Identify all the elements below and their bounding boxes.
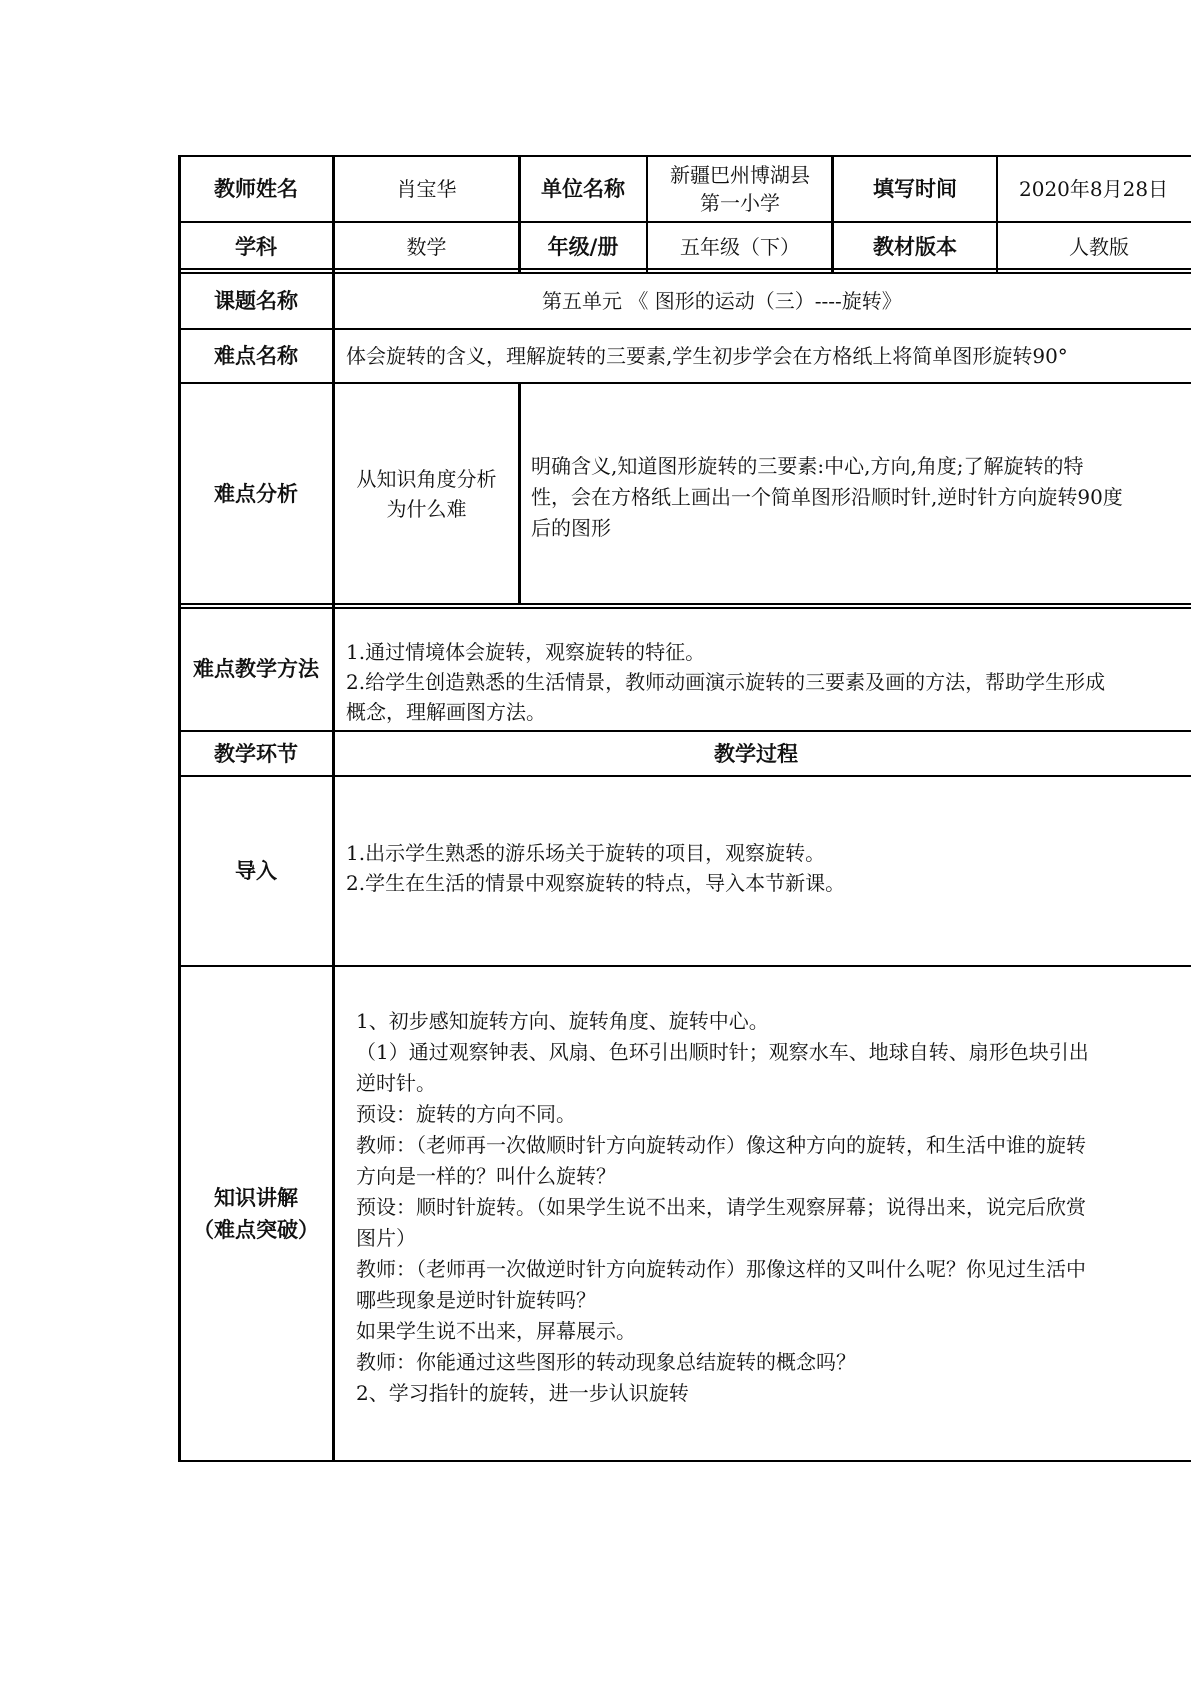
knowledge-label	[178, 966, 334, 1462]
intro-label: 导入	[235, 859, 277, 883]
knowledge-line: 图片）	[356, 1226, 416, 1250]
fill-date-label: 填写时间	[873, 177, 957, 201]
table-rule	[831, 155, 834, 272]
table-rule	[518, 155, 521, 272]
table-rule	[996, 155, 998, 272]
knowledge-label-line1: 知识讲解	[214, 1186, 298, 1210]
subject-value: 数学	[406, 234, 447, 259]
table-rule	[178, 382, 1191, 384]
unit-name-label: 单位名称	[541, 177, 625, 201]
intro-line: 1.出示学生熟悉的游乐场关于旋转的项目，观察旋转。	[346, 841, 826, 865]
table-rule	[178, 603, 1191, 605]
intro-line: 2.学生在生活的情景中观察旋转的特点，导入本节新课。	[346, 871, 846, 895]
knowledge-line: 教师：你能通过这些图形的转动现象总结旋转的概念吗？	[356, 1350, 856, 1374]
analysis-line: 明确含义,知道图形旋转的三要素:中心,方向,角度;了解旋转的特	[531, 454, 1084, 478]
teacher-name-label: 教师姓名	[214, 177, 298, 201]
analysis-line: 后的图形	[531, 516, 611, 540]
unit-name-value	[647, 155, 833, 223]
grade-value: 五年级（下）	[680, 234, 800, 259]
knowledge-line: 预设：旋转的方向不同。	[356, 1102, 576, 1126]
edition-label: 教材版本	[873, 234, 957, 259]
knowledge-text	[334, 966, 1191, 1462]
knowledge-line: 方向是一样的？叫什么旋转？	[356, 1164, 616, 1188]
table-border	[178, 155, 1191, 157]
knowledge-line: 教师：（老师再一次做逆时针方向旋转动作）那像这样的又叫什么呢？你见过生活中	[356, 1257, 1086, 1281]
difficulty-value: 体会旋转的含义，理解旋转的三要素,学生初步学会在方格纸上将简单图形旋转90°	[346, 344, 1068, 368]
analysis-label: 难点分析	[214, 482, 298, 506]
table-rule	[178, 775, 1191, 777]
knowledge-line: （1）通过观察钟表、风扇、色环引出顺时针；观察水车、地球自转、扇形色块引出	[356, 1040, 1089, 1064]
unit-name-line2: 第一小学	[700, 191, 780, 215]
teacher-name-value: 肖宝华	[396, 177, 457, 201]
unit-name-line1: 新疆巴州博湖县	[670, 163, 810, 187]
table-border	[178, 155, 181, 1462]
knowledge-label-line2: （难点突破）	[193, 1218, 319, 1242]
intro-text	[334, 776, 1191, 966]
table-rule	[178, 268, 1191, 270]
table-border	[178, 1460, 1191, 1462]
table-rule	[646, 155, 648, 272]
difficulty-label: 难点名称	[214, 344, 298, 368]
knowledge-line: 预设：顺时针旋转。（如果学生说不出来，请学生观察屏幕；说得出来，说完后欣赏	[356, 1195, 1086, 1219]
edition-value: 人教版	[1069, 234, 1129, 259]
method-line: 2.给学生创造熟悉的生活情景，教师动画演示旋转的三要素及画的方法，帮助学生形成	[346, 670, 1106, 694]
analysis-line: 性，会在方格纸上画出一个简单图形沿顺时针,逆时针方向旋转90度	[531, 485, 1123, 509]
table-rule	[178, 607, 1191, 609]
knowledge-line: 如果学生说不出来，屏幕展示。	[356, 1319, 636, 1343]
stage-header: 教学环节	[214, 741, 298, 766]
table-rule	[518, 383, 521, 605]
method-line: 1.通过情境体会旋转，观察旋转的特征。	[346, 640, 706, 664]
table-rule	[178, 272, 1191, 274]
table-rule	[178, 221, 1191, 223]
analysis-sub-label-line1: 从知识角度分析	[356, 467, 497, 491]
process-header: 教学过程	[714, 741, 798, 766]
knowledge-line: 哪些现象是逆时针旋转吗？	[356, 1288, 596, 1312]
subject-label: 学科	[235, 234, 277, 259]
grade-label: 年级/册	[547, 234, 619, 259]
knowledge-line: 2、学习指针的旋转，进一步认识旋转	[356, 1381, 689, 1405]
knowledge-line: 1、初步感知旋转方向、旋转角度、旋转中心。	[356, 1009, 769, 1033]
fill-date-value: 2020年8月28日	[1019, 177, 1169, 201]
lesson-plan-table	[178, 155, 1191, 1462]
method-text	[334, 607, 1191, 731]
table-rule	[178, 965, 1191, 967]
analysis-sub-label-line2: 为什么难	[386, 497, 467, 521]
knowledge-line: 逆时针。	[356, 1071, 436, 1095]
method-label: 难点教学方法	[193, 657, 319, 681]
topic-label: 课题名称	[214, 289, 298, 313]
table-rule	[178, 730, 1191, 732]
analysis-text	[521, 383, 1191, 605]
topic-value: 第五单元 《 图形的运动（三）----旋转》	[542, 289, 902, 313]
method-line: 概念，理解画图方法。	[346, 700, 546, 724]
analysis-sub-label	[334, 383, 519, 605]
table-rule	[178, 328, 1191, 330]
knowledge-line: 教师：（老师再一次做顺时针方向旋转动作）像这种方向的旋转，和生活中谁的旋转	[356, 1133, 1086, 1157]
table-rule	[332, 155, 335, 1462]
